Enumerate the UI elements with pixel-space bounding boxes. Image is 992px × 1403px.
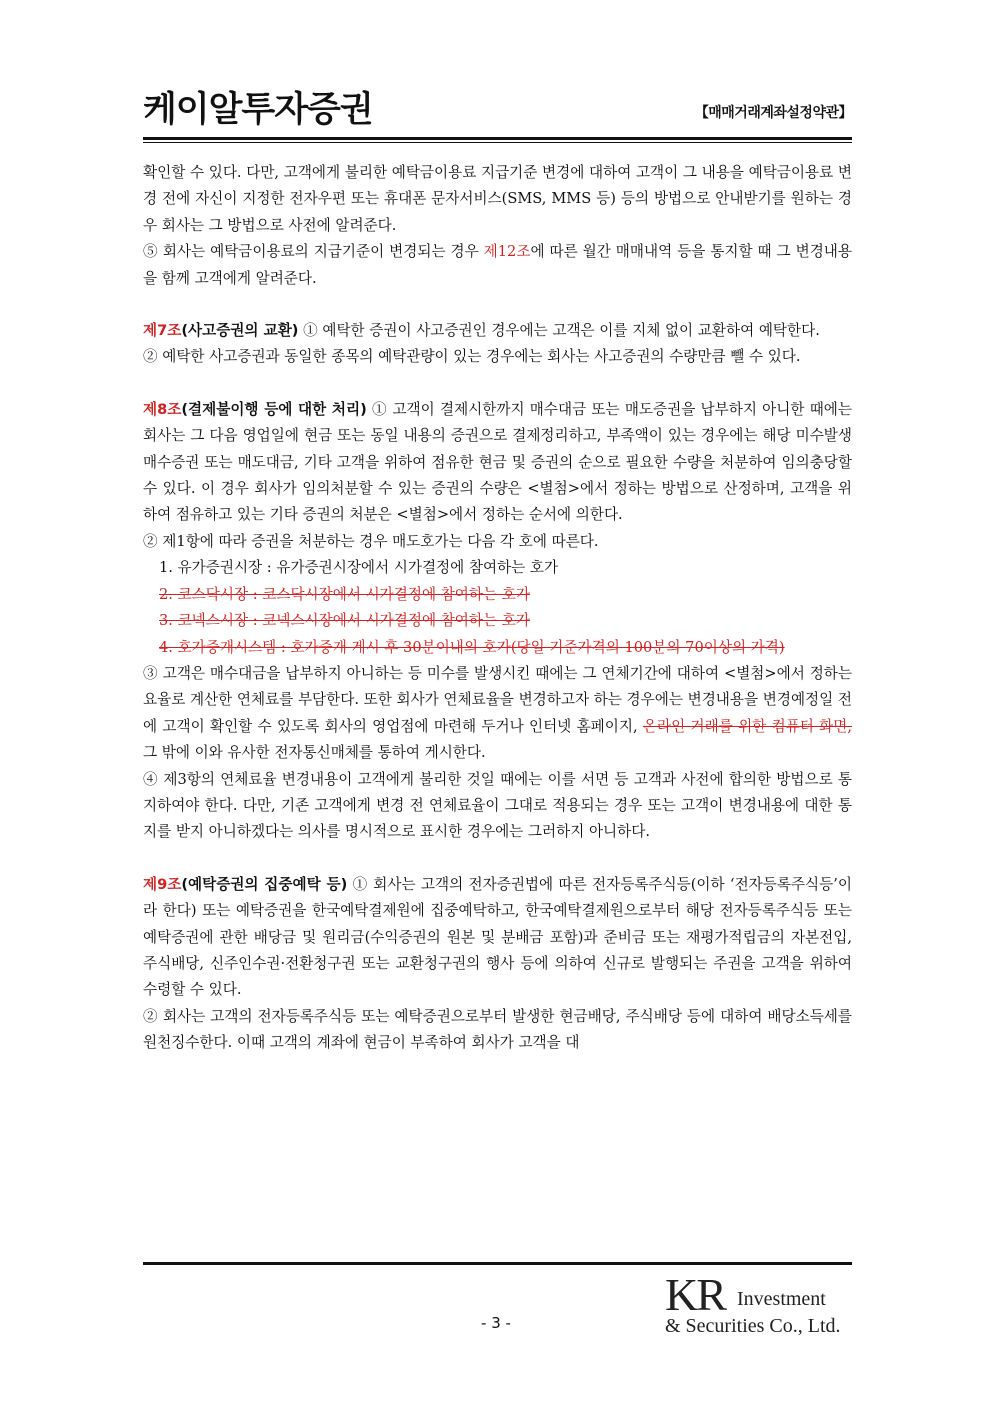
article-reference-link[interactable]: 제12조 [483,243,531,261]
logo-line-1: Investment [737,1288,826,1310]
article-9-title: (예탁증권의 집중예탁 등) [181,875,348,893]
header-rule-thin [143,142,852,143]
company-logo [665,1269,855,1342]
list-item-deleted: 3. 코넥스시장 : 코넥스시장에서 시가결정에 참여하는 호가 [159,612,530,630]
article-8-paragraph-4: ④ 제3항의 연체료율 변경내용이 고객에게 불리한 것일 때에는 이를 서면 등 고객과 사전에 합의한 방법으로 통지하여야 한다. 다만, 기존 고객에게 변경 전 연체료율이 그대로 적용되는 경우 또는 고객이 변경내용에 대한 통지를 받지 아니하겠다는 의사를 명시적으로 표시한 경우에는 그러하지 아니하다. [143,770,852,841]
continuation-paragraph: 확인할 수 있다. 다만, 고객에게 불리한 예탁금이용료 지급기준 변경에 대하여 고객이 그 내용을 예탁금이용료 변경 전에 자신이 지정한 전자우편 또는 휴대폰 문자서비스(SMS, MMS 등) 등의 방법으로 안내받기를 원하는 경우 회사는 그 방법으로 사전에 알려준다. [143,164,852,234]
document-title: 【매매거래계좌설정약관】 [694,105,852,121]
article-8-paragraph-1: 제8조(결제불이행 등에 대한 처리) ① 고객이 결제시한까지 매수대금 또는 매도증권을 납부하지 아니한 때에는 회사는 그 다음 영업일에 현금 또는 동일 내용의 증권으로 결제정리하고, 부족액이 있는 경우에는 해당 미수발생 매수증권 또는 매도대금, 기타 고객을 위하여 점유한 현금 및 증권의 순으로 필요한 수량을 처분하여 임의충당할 수 있다. 이 경우 회사가 임의처분할 수 있는 증권의 수량은 <별첨>에서 정하는 방법으로 산정하며, 고객을 위하여 점유하고 있는 기타 증권의 처분은 <별첨>에서 정하는 순서에 의한다. [143,400,852,524]
article-8-number: 제8조 [143,400,182,418]
article-8-paragraph-3: ③ 고객은 매수대금을 납부하지 아니하는 등 미수를 발생시킨 때에는 그 연체기간에 대하여 <별첨>에서 정하는 요율로 계산한 연체료를 부담한다. 또한 회사가 연체료율을 변경하고자 하는 경우에는 변경내용을 변경예정일 전에 고객이 확인할 수 있도록 회사의 영업점에 마련해 두거나 인터넷 홈페이지, 온라인 거래를 위한 컴퓨터 화면, 그 밖에 이와 유사한 전자통신매체를 통하여 게시한다. [143,664,852,762]
article-7-paragraph-2: ② 예탁한 사고증권과 동일한 종목의 예탁관량이 있는 경우에는 회사는 사고증권의 수량만큼 뺄 수 있다. [143,348,801,366]
paragraph-5: ⑤ 회사는 예탁금이용료의 지급기준이 변경되는 경우 제12조에 따른 월간 매매내역 등을 통지할 때 그 변경내용을 함께 고객에게 알려준다. [143,243,852,287]
logo-kr-letters: KR [665,1269,725,1320]
article-9-paragraph-1: 제9조(예탁증권의 집중예탁 등) ① 회사는 고객의 전자증권법에 따른 전자등록주식등(이하 ‘전자등록주식등’이라 한다) 또는 예탁증권을 한국예탁결제원에 집중예탁하고, 한국예탁결제원으로부터 해당 전자등록주식등 또는 예탁증권에 관한 배당금 및 원리금(수익증권의 원본 및 분배금 포함)과 준비금 또는 재평가적립금의 자본전입, 주식배당, 신주인수권·전환청구권 또는 교환청구권의 행사 등에 의하여 신규로 발행되는 주권을 고객을 위하여 수령할 수 있다. [143,875,852,999]
page-number: - 3 - [481,1314,511,1332]
list-item-deleted: 4. 호가중개시스템 : 호가중개 게시 후 30분이내의 호가(당일 기준가격의 100분의 70이상의 가격) [159,638,785,656]
article-7-title: (사고증권의 교환) [181,322,299,340]
article-8-paragraph-2: ② 제1항에 따라 증권을 처분하는 경우 매도호가는 다음 각 호에 따른다. [143,532,599,550]
deleted-text: 온라인 거래를 위한 컴퓨터 화면, [642,717,852,735]
header-rule [143,137,852,140]
document-body [143,160,852,1057]
article-7-paragraph-1: 제7조(사고증권의 교환) ① 예탁한 증권이 사고증권인 경우에는 고객은 이를 지체 없이 교환하여 예탁한다. [143,322,820,340]
list-item-deleted: 2. 코스닥시장 : 코스닥시장에서 시가결정에 참여하는 호가 [159,585,530,603]
list-item: 1. 유가증권시장 : 유가증권시장에서 시가결정에 참여하는 호가 [159,559,559,577]
page-header [143,88,852,132]
brand-name: 케이알투자증권 [143,90,373,130]
logo-line-2: & Securities Co., Ltd. [665,1315,841,1337]
footer-rule [143,1262,852,1265]
article-9-paragraph-2: ② 회사는 고객의 전자등록주식등 또는 예탁증권으로부터 발생한 현금배당, 주식배당 등에 대하여 배당소득세를 원천징수한다. 이때 고객의 계좌에 현금이 부족하여 회사가 고객을 대 [143,1007,852,1052]
article-9-number: 제9조 [143,875,182,893]
article-8-title: (결제불이행 등에 대한 처리) [181,400,367,418]
article-7-number: 제7조 [143,322,182,340]
